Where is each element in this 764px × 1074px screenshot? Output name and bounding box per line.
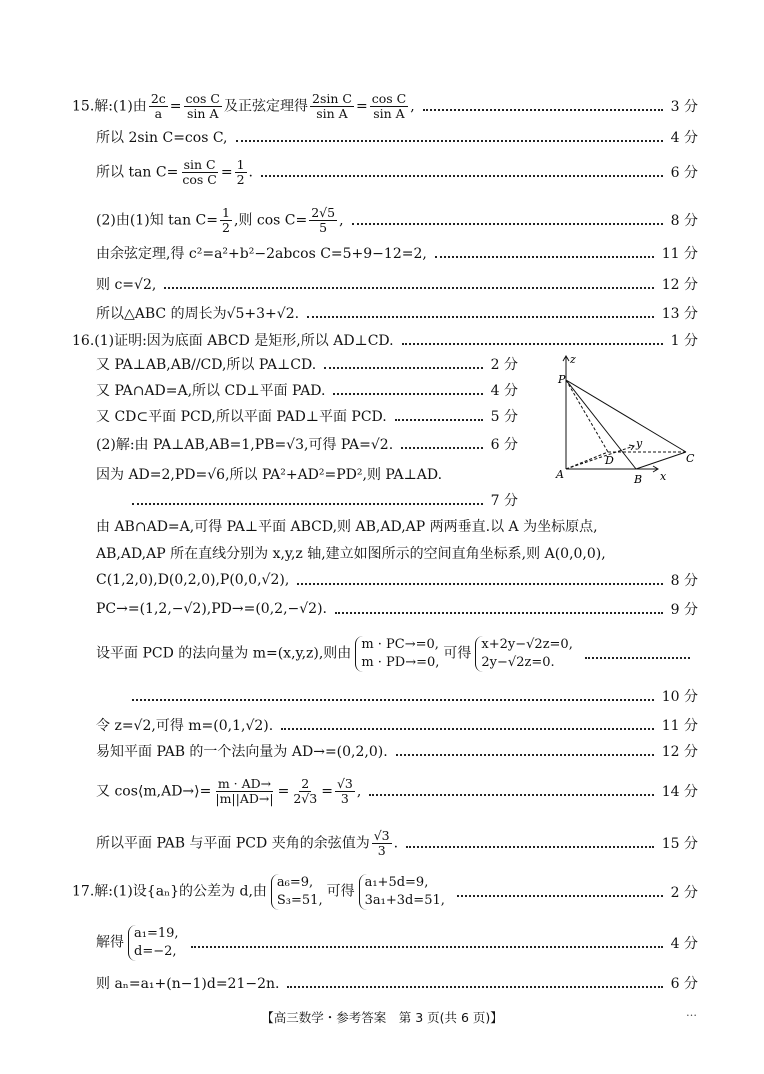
fraction: $\frac{\text{cos C}}{\text{sin A}}$ [185, 90, 220, 121]
equation-system: m · PC→=0, m · PD→=0, [355, 636, 439, 671]
p17-line-3 [96, 970, 698, 996]
score: 1 分 [670, 333, 698, 349]
dot-leader [396, 754, 654, 756]
equation-system: x+2y−√2z=0, 2y−√2z=0. [475, 636, 572, 671]
p16-line-5 [96, 431, 518, 457]
score: 10 分 [661, 689, 698, 705]
p17-line-1: 17.解:(1)设{aₙ}的公差为 d,由 a₆=9, S₃=51, 可得 a₁+5d=9, 3a₁+3d=51, 2 分 [72, 875, 698, 908]
step-text: 又 CD⊂平面 PCD,所以平面 PAD⊥平面 PCD. [96, 409, 387, 425]
p15-line-5 [96, 240, 698, 266]
p16-line-14 [96, 712, 698, 738]
dot-leader [335, 612, 663, 614]
score: 2 分 [490, 357, 518, 373]
step-text: AB,AD,AP 所在直线分别为 x,y,z 轴,建立如图所示的空间直角坐标系,则 A(0,0,0), [96, 546, 606, 562]
score: 4 分 [670, 130, 698, 146]
fraction: $\frac{\text{sin C}}{\text{cos C}}$ [182, 156, 217, 187]
p15-line-1: 15.解:(1)由 $\frac{2c}{a}$ = $\frac{\text{cos C}}{\text{sin A}}$ 及正弦定理得 $\frac{\text{2sin C}}{\text{sin A}}$ = $\frac{\text{cos C}}{\text{sin A}}$ , 3 分 [72, 90, 698, 121]
score: 8 分 [670, 213, 698, 229]
score: 11 分 [661, 246, 698, 262]
p15-line-7 [96, 300, 698, 326]
p16-line-17: 所以平面 PAB 与平面 PCD 夹角的余弦值为 $\frac{√3}{3}$ . 15 分 [96, 827, 698, 858]
p15-intro: 15.解:(1)由 [72, 98, 147, 114]
step-text: C(1,2,0),D(0,2,0),P(0,0,√2), [96, 572, 290, 588]
score: 3 分 [670, 99, 698, 115]
p15-line-2 [96, 124, 698, 150]
edge-AD [566, 452, 608, 469]
p16-line-3 [96, 377, 518, 403]
p16-line-11 [96, 596, 698, 622]
dot-leader [395, 419, 483, 421]
score: 6 分 [670, 976, 698, 992]
score: 13 分 [661, 306, 698, 322]
p16-line-13 [96, 683, 698, 709]
p15-line-3: 所以 tan C= $\frac{\text{sin C}}{\text{cos C}}$ = $\frac{1}{2}$ . 6 分 [96, 156, 698, 187]
step-text: 又 PA⊥AB,AB//CD,所以 PA⊥CD. [96, 357, 317, 373]
step-text: 16.(1)证明:因为底面 ABCD 是矩形,所以 AD⊥CD. [72, 333, 394, 349]
edge-PD [566, 380, 608, 452]
pyramid-diagram [550, 352, 698, 488]
label-D: D [605, 454, 614, 467]
p16-line-16: 又 cos⟨m,AD→⟩= $\frac{m \cdot AD\to}{|m||AD\to|}$ = $\frac{2}{2√3}$ = $\frac{√3}{3}$ , 14 分 [96, 775, 698, 806]
fraction: $\frac{2}{2√3}$ [293, 775, 318, 806]
dot-leader [435, 256, 654, 258]
equation-system: a₁+5d=9, 3a₁+3d=51, [359, 874, 445, 909]
score: 5 分 [490, 409, 518, 425]
dot-leader [287, 986, 662, 988]
dot-leader [401, 447, 482, 449]
dot-leader [132, 699, 654, 701]
score: 14 分 [661, 784, 698, 800]
dot-leader [585, 657, 690, 659]
fraction: $\frac{1}{2}$ [236, 156, 245, 187]
fraction: $\frac{2√5}{5}$ [311, 204, 336, 235]
step-text: 由余弦定理,得 c²=a²+b²−2abcos C=5+9−12=2, [96, 246, 427, 262]
p16-line-8 [96, 513, 698, 539]
fraction: $\frac{m \cdot AD\to}{|m||AD\to|}$ [215, 775, 274, 806]
step-text: PC→=(1,2,−√2),PD→=(0,2,−√2). [96, 601, 327, 617]
edge-BC [636, 452, 686, 469]
score: 6 分 [490, 437, 518, 453]
equation-system: a₆=9, S₃=51, [271, 874, 323, 909]
dot-leader [297, 583, 662, 585]
score: 7 分 [490, 493, 518, 509]
p16-line-12: 设平面 PCD 的法向量为 m=(x,y,z),则由 m · PC→=0, m · PD→=0, 可得 x+2y−√2z=0, 2y−√2z=0. [96, 632, 698, 676]
dot-leader [236, 140, 663, 142]
dot-leader [406, 846, 654, 848]
score: 15 分 [661, 836, 698, 852]
step-text: 由 AB∩AD=A,可得 PA⊥平面 ABCD,则 AB,AD,AP 两两垂直.以 A 为坐标原点, [96, 519, 598, 535]
dot-leader [281, 728, 654, 730]
edge-PC [566, 380, 686, 452]
dot-leader [324, 367, 482, 369]
score: 9 分 [670, 602, 698, 618]
label-z: z [570, 353, 576, 366]
step-text: 所以△ABC 的周长为√5+3+√2. [96, 306, 300, 322]
p16-line-7 [96, 487, 518, 513]
score: 2 分 [670, 885, 698, 901]
equation-system: a₁=19, d=−2, [128, 925, 179, 960]
score: 12 分 [661, 744, 698, 760]
step-text: (2)解:由 PA⊥AB,AB=1,PB=√3,可得 PA=√2. [96, 437, 394, 453]
score: 8 分 [670, 573, 698, 589]
label-x: x [660, 470, 667, 483]
score: 11 分 [661, 718, 698, 734]
step-text: 因为 AD=2,PD=√6,所以 PA²+AD²=PD²,则 PA⊥AD. [96, 467, 443, 483]
dot-leader [261, 175, 663, 177]
fraction: $\frac{\text{2sin C}}{\text{sin A}}$ [312, 90, 352, 121]
p16-line-10 [96, 567, 698, 593]
dot-leader [369, 794, 653, 796]
p16-line-6 [96, 461, 518, 487]
p16-line-1 [72, 327, 698, 353]
score: 6 分 [670, 165, 698, 181]
p15-line-4: (2)由(1)知 tan C= $\frac{1}{2}$ ,则 cos C= $\frac{2√5}{5}$ , 8 分 [96, 204, 698, 235]
corner-mark: … [686, 1006, 697, 1019]
fraction: $\frac{√3}{3}$ [336, 775, 353, 806]
dot-leader [423, 109, 663, 111]
fraction: $\frac{1}{2}$ [222, 204, 230, 235]
dot-leader [191, 946, 663, 948]
fraction: $\frac{\text{cos C}}{\text{sin A}}$ [371, 90, 407, 121]
dot-leader [164, 287, 653, 289]
dot-leader [402, 343, 663, 345]
p16-line-9 [96, 540, 698, 566]
p16-line-2 [96, 351, 518, 377]
label-y: y [636, 437, 643, 450]
pyramid-figure [550, 352, 698, 488]
dot-leader [457, 895, 663, 897]
score: 12 分 [661, 277, 698, 293]
label-B: B [634, 473, 643, 486]
step-text: 则 aₙ=a₁+(n−1)d=21−2n. [96, 976, 280, 992]
p17-line-2: 解得 a₁=19, d=−2, 4 分 [96, 926, 698, 959]
p15-line-6 [96, 271, 698, 297]
label-P: P [558, 373, 566, 386]
p16-line-15 [96, 738, 698, 764]
dot-leader [352, 223, 663, 225]
step-text: 易知平面 PAB 的一个法向量为 AD→=(0,2,0). [96, 744, 388, 760]
step-text: 则 c=√2, [96, 277, 157, 293]
y-axis [566, 446, 634, 469]
dot-leader [132, 503, 483, 505]
step-text: 又 PA∩AD=A,所以 CD⊥平面 PAD. [96, 383, 326, 399]
page-footer: 【高三数学・参考答案 第 3 页(共 6 页)】 [261, 1010, 503, 1025]
dot-leader [307, 316, 654, 318]
score: 4 分 [490, 383, 518, 399]
label-C: C [686, 452, 695, 465]
p16-line-4 [96, 403, 518, 429]
edge-PB [566, 380, 636, 469]
fraction: $\frac{√3}{3}$ [373, 827, 390, 858]
fraction: $\frac{2c}{a}$ [150, 90, 166, 121]
dot-leader [333, 393, 482, 395]
step-text: 所以 2sin C=cos C, [96, 130, 228, 146]
score: 4 分 [670, 936, 698, 952]
step-text: 令 z=√2,可得 m=(0,1,√2). [96, 718, 274, 734]
label-A: A [556, 468, 564, 481]
